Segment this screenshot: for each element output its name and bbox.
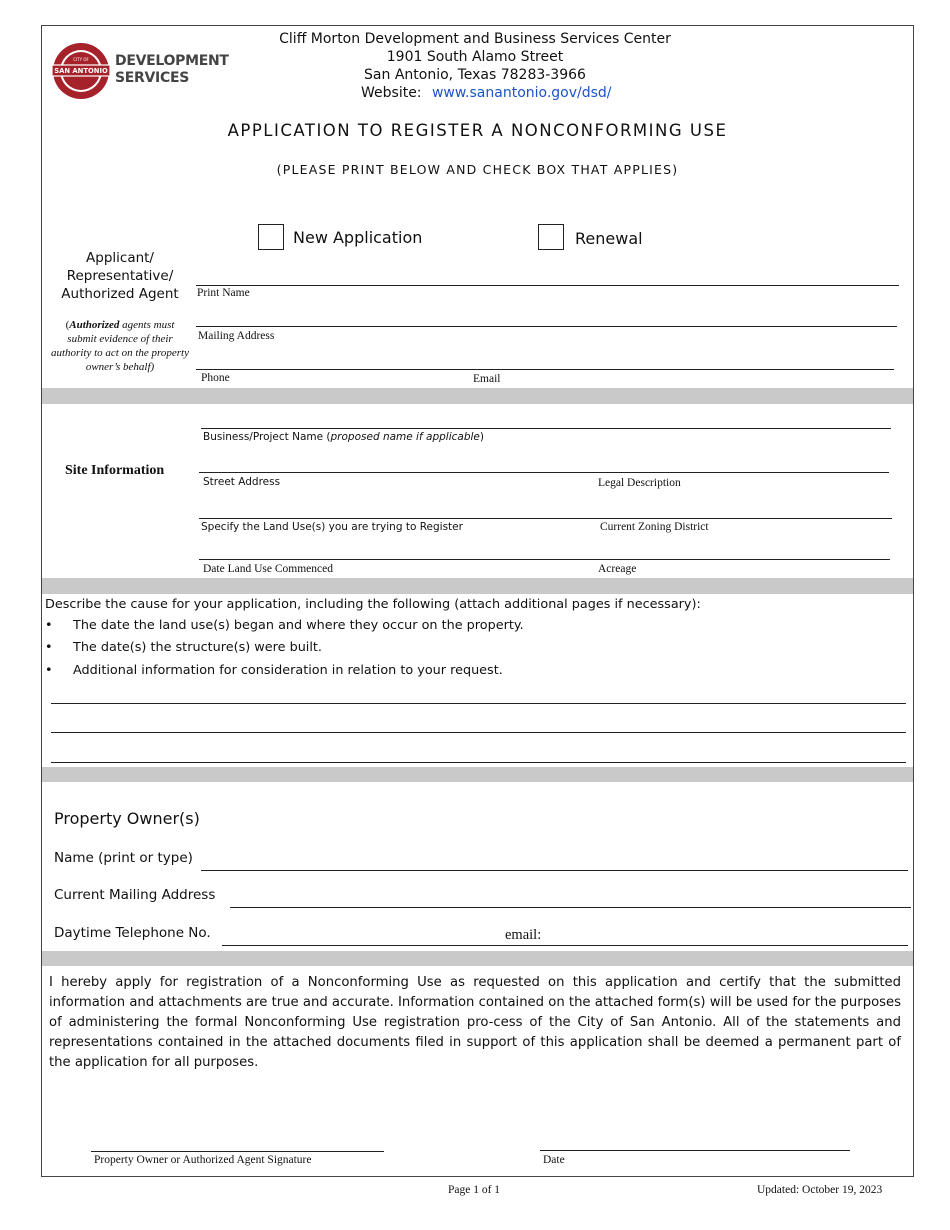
site-info-heading: Site Information: [65, 463, 165, 478]
legal-description-label: Legal Description: [598, 477, 681, 489]
business-name-line[interactable]: [201, 428, 891, 429]
cause-bullet-1-text: The date the land use(s) began and where they occur on the property.: [73, 618, 524, 633]
owner-email-label: email:: [505, 927, 542, 943]
certification-text: I hereby apply for registration of a Nonconforming Use as requested on this application and certify that the submitted information and attachments are true and accurate. Information contained on the attached form(s) will be used for the purposes of administering the formal Nonconforming Use registration pro-cess of the City of San Antonio. All of the statements and representations contained in the attached documents filed in support of this application shall be deemed a permanent part of the application for all purposes.: [49, 975, 901, 1070]
acreage-label: Acreage: [598, 563, 637, 575]
owner-address-label: Current Mailing Address: [54, 887, 216, 903]
street-legal-line[interactable]: [199, 472, 889, 473]
owner-name-label: Name (print or type): [54, 850, 193, 866]
applicant-heading-2: Representative/: [66, 268, 174, 284]
owner-phone-label: Daytime Telephone No.: [54, 925, 211, 941]
cause-line-2[interactable]: [51, 732, 906, 733]
renewal-label: Renewal: [575, 229, 643, 248]
website-link[interactable]: www.sanantonio.gov/dsd/: [431, 85, 612, 101]
zoning-label: Current Zoning District: [600, 521, 709, 533]
cause-line-1[interactable]: [51, 703, 906, 704]
logo-top-text: CITY OF: [73, 57, 89, 62]
form-subtitle: (PLEASE PRINT BELOW AND CHECK BOX THAT APPLIES): [276, 162, 679, 177]
logo-dept-line1: DEVELOPMENT: [115, 53, 229, 69]
renewal-checkbox[interactable]: [538, 224, 564, 250]
note-open: (: [65, 319, 70, 331]
new-application-checkbox[interactable]: [258, 224, 284, 250]
address-line2: San Antonio, Texas 78283-3966: [364, 67, 586, 83]
cause-bullet-2-text: The date(s) the structure(s) were built.: [73, 640, 322, 655]
applicant-heading-3: Authorized Agent: [61, 286, 179, 302]
mailing-address-label: Mailing Address: [198, 330, 275, 342]
logo-dept-line2: SERVICES: [115, 70, 189, 86]
applicant-heading-1: Applicant/: [86, 250, 154, 266]
date-acreage-line[interactable]: [199, 559, 890, 560]
signature-line[interactable]: [91, 1151, 384, 1152]
page-number: Page 1 of 1: [448, 1184, 501, 1196]
cause-intro: Describe the cause for your application, including the following (attach additional pages if necessary):: [45, 597, 701, 612]
section-divider-3: [42, 767, 913, 782]
updated-date: Updated: October 19, 2023: [757, 1184, 883, 1196]
section-divider-4: [42, 951, 913, 966]
mailing-address-line[interactable]: [196, 326, 897, 327]
email-label: Email: [473, 373, 501, 385]
owner-phone-line[interactable]: [222, 945, 908, 946]
cause-bullet-2: [45, 640, 322, 655]
authorized-agent-note: [50, 318, 190, 374]
note-emphasis: Authorized: [69, 319, 120, 331]
owner-address-line[interactable]: [230, 907, 911, 908]
cause-bullet-3-text: Additional information for consideration in relation to your request.: [73, 663, 503, 678]
business-name-note: proposed name if applicable: [330, 431, 480, 443]
print-name-label: Print Name: [197, 287, 250, 299]
logo-main-text: SAN ANTONIO: [54, 67, 108, 75]
cause-line-3[interactable]: [51, 762, 906, 763]
website-row: [361, 85, 612, 101]
city-seal-logo: [52, 42, 110, 100]
form-title: APPLICATION TO REGISTER A NONCONFORMING USE: [227, 121, 728, 140]
phone-email-line[interactable]: [196, 369, 894, 370]
address-line1: 1901 South Alamo Street: [386, 49, 564, 65]
business-name-text: Business/Project Name (: [203, 431, 331, 443]
bullet-icon: •: [45, 640, 53, 655]
business-name-close: ): [479, 431, 484, 443]
cause-bullet-1: [45, 618, 524, 633]
owner-name-line[interactable]: [201, 870, 908, 871]
section-divider-1: [42, 388, 913, 404]
land-use-label: Specify the Land Use(s) you are trying to Register: [201, 521, 463, 533]
bullet-icon: •: [45, 663, 53, 678]
center-name: Cliff Morton Development and Business Services Center: [279, 31, 671, 47]
bullet-icon: •: [45, 618, 53, 633]
phone-label: Phone: [201, 372, 230, 384]
date-line[interactable]: [540, 1150, 850, 1151]
date-commenced-label: Date Land Use Commenced: [203, 563, 333, 575]
land-use-zoning-line[interactable]: [199, 518, 892, 519]
signature-label: Property Owner or Authorized Agent Signature: [94, 1154, 312, 1166]
website-label: Website:: [361, 85, 422, 101]
cause-bullet-3: [45, 663, 503, 678]
street-address-label: Street Address: [203, 476, 281, 488]
new-application-label: New Application: [293, 228, 423, 247]
section-divider-2: [42, 578, 913, 594]
print-name-line[interactable]: [196, 285, 899, 286]
date-label: Date: [543, 1154, 565, 1166]
business-name-label: [203, 431, 484, 443]
note-rest: agents must submit evidence of their authority to act on the property owner’s behalf): [51, 319, 189, 373]
owner-heading: Property Owner(s): [54, 809, 200, 828]
